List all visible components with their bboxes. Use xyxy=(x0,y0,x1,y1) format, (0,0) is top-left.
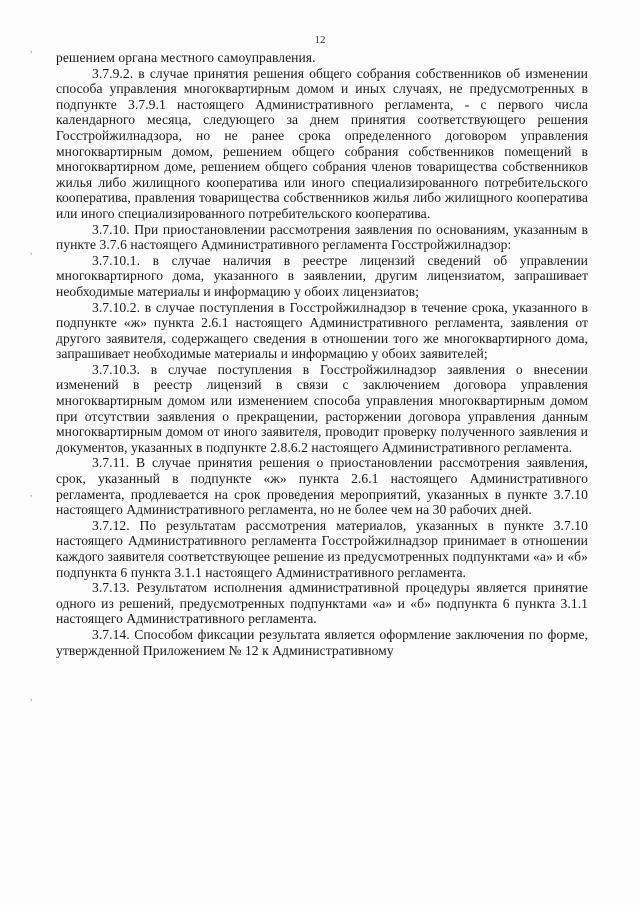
paragraph: 3.7.10. При приостановлении рассмотрения заявления по основаниям, указанным в пункте 3.7.6 настоящего Административного регламента Госстройжилнадзор: xyxy=(56,221,588,253)
margin-mark: , xyxy=(30,488,33,498)
margin-mark: , xyxy=(30,44,33,54)
paragraph: 3.7.10.2. в случае поступления в Госстройжилнадзор в течение срока, указанного в подпункте «ж» пункта 2.6.1 настоящего Административного регламента, заявления от другого заявителя, содержащего сведения в отношении того же многоквартирного дома, запрашивает необходимые материалы и информацию у обоих заявителей; xyxy=(56,299,588,362)
paragraph: 3.7.13. Результатом исполнения административной процедуры является принятие одного из решений, предусмотренных подпунктами «а» и «б» подпункта 6 пункта 3.1.1 настоящего Административного регламента. xyxy=(56,580,588,627)
document-body xyxy=(56,50,588,658)
paragraph: 3.7.12. По результатам рассмотрения материалов, указанных в пункте 3.7.10 настоящего Административного регламента Госстройжилнадзор принимает в отношении каждого заявителя соответствующее решение из предусмотренных подпунктами «а» и «б» подпункта 6 пункта 3.1.1 настоящего Административного регламента. xyxy=(56,517,588,580)
paragraph: 3.7.11. В случае принятия решения о приостановлении рассмотрения заявления, срок, указанный в подпункте «ж» пункта 2.6.1 настоящего Административного регламента, продлевается на срок проведения мероприятий, указанных в пункте 3.7.10 настоящего Административного регламента, но не более чем на 30 рабочих дней. xyxy=(56,455,588,518)
margin-mark: , xyxy=(30,692,33,702)
margin-mark: , xyxy=(30,246,33,256)
paragraph: решением органа местного самоуправления. xyxy=(56,50,316,65)
paragraph: 3.7.10.3. в случае поступления в Госстройжилнадзор заявления о внесении изменений в реестр лицензий в связи с заключением договора управления многоквартирным домом или изменением способа управления многоквартирным домом при отсутствии заявления о прекращении, расторжении договора управления данным многоквартирным домом от иного заявителя, проводит проверку полученного заявления и документов, указанных в подпункте 2.8.6.2 настоящего Административного регламента. xyxy=(56,361,588,455)
page-number: 12 xyxy=(314,34,326,46)
paragraph: 3.7.9.2. в случае принятия решения общего собрания собственников об изменении способа управления многоквартирным домом и иных случаях, не предусмотренных в подпункте 3.7.9.1 настоящего Административного регламента, - с первого числа календарного месяца, следующего за днем принятия соответствующего решения Госстройжилнадзора, но не ранее срока определенного договором управления многоквартирным домом, решением общего собрания собственников помещений в многоквартирном доме, решением общего собрания членов товарищества собственников жилья либо жилищного кооператива или иного специализированного потребительского кооператива, правления товарищества собственников жилья либо жилищного кооператива или иного специализированного потребительского кооператива. xyxy=(56,65,588,221)
paragraph: 3.7.10.1. в случае наличия в реестре лицензий сведений об управлении многоквартирного дома, указанного в заявлении, другим лицензиатом, запрашивает необходимые материалы и информацию у обоих лицензиатов; xyxy=(56,252,588,299)
paragraph: 3.7.14. Способом фиксации результата является оформление заключения по форме, утвержденной Приложением № 12 к Административному xyxy=(56,626,588,658)
